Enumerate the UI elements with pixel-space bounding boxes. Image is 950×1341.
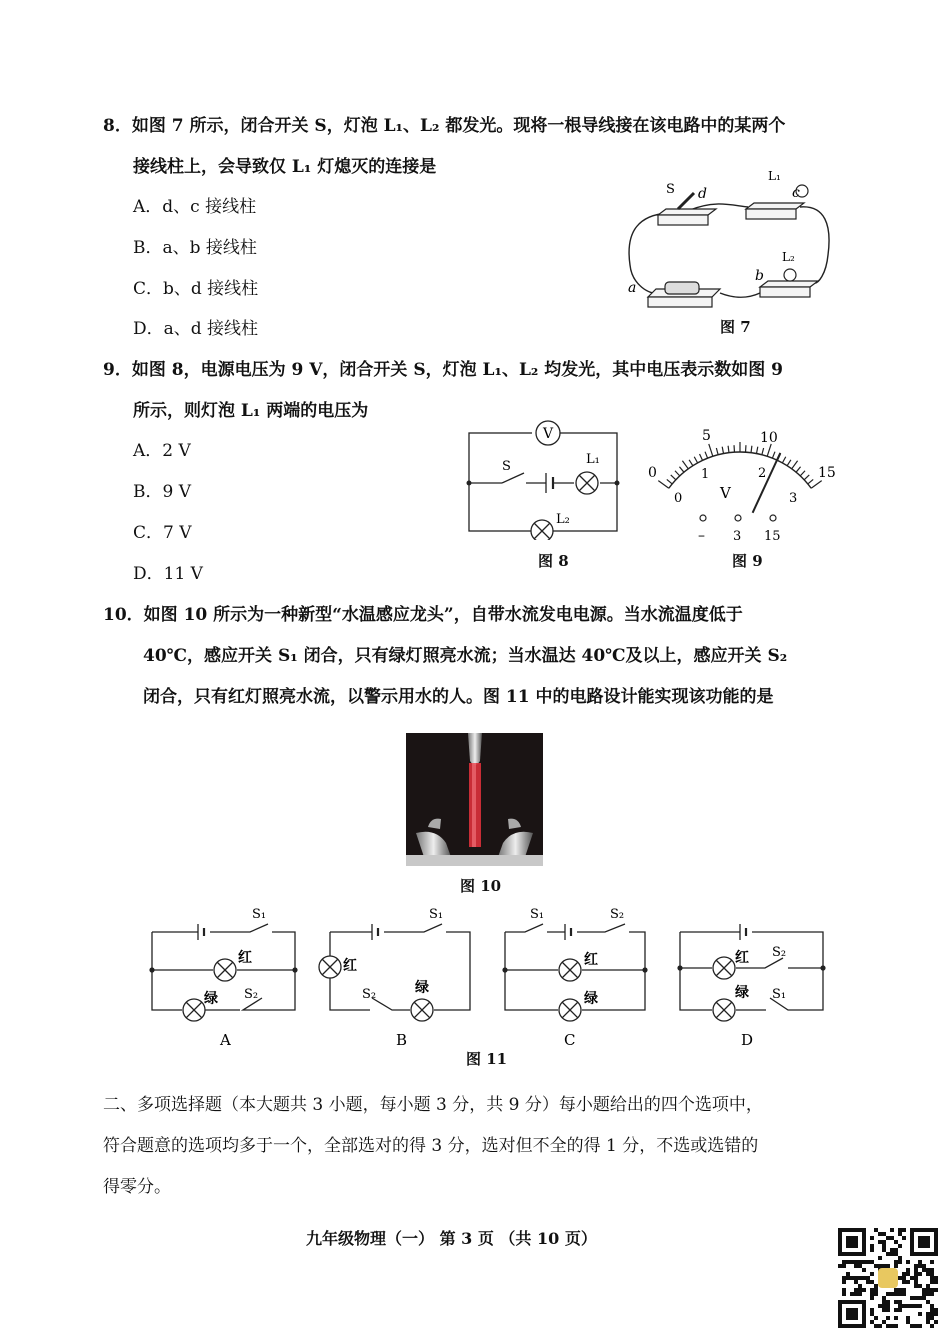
circuit-a-red: 红	[238, 950, 252, 966]
meter-tick	[762, 448, 764, 455]
q9-option-d: D．11 V	[133, 564, 203, 584]
fig7-label-s: S	[666, 182, 675, 197]
figure-11-caption: 图 11	[466, 1050, 508, 1068]
meter-tick	[675, 471, 680, 476]
circuit-c-letter: C	[564, 1031, 576, 1049]
meter-tick	[787, 460, 791, 466]
meter-tick	[796, 467, 800, 472]
figure-10-caption: 图 10	[460, 877, 502, 895]
figure-10-faucet-photo	[406, 733, 543, 866]
figure-9-caption: 图 9	[732, 552, 763, 570]
figure-8-circuit	[462, 415, 627, 540]
circuit-b-s1: S₁	[429, 907, 444, 922]
q9-option-b: B．9 V	[133, 482, 191, 502]
fig7-label-l2: L₂	[782, 250, 795, 264]
q10-stem-line1: 10．如图 10 所示为一种新型“水温感应龙头”，自带水流发电电源。当水流温度低于	[103, 605, 743, 625]
bulb-icon	[784, 269, 796, 281]
meter-terminal-neg: –	[698, 528, 705, 544]
meter-tick	[667, 479, 672, 483]
figure-7-caption: 图 7	[720, 318, 751, 336]
qr-code-icon	[838, 1228, 938, 1328]
circuit-d-s1: S₁	[772, 987, 787, 1002]
fig7-label-b: b	[755, 268, 764, 284]
circuit-a-s2: S₂	[244, 987, 259, 1002]
fig7-label-d: d	[698, 186, 707, 202]
circuit-c-green: 绿	[584, 991, 598, 1007]
circuit-c-s2: S₂	[610, 907, 625, 922]
figure-11-circuits	[140, 900, 840, 1050]
q8-stem-line1: 8．如图 7 所示，闭合开关 S，灯泡 L₁、L₂ 都发光。现将一根导线接在该电路中的某两个	[103, 116, 786, 136]
figure-9-voltmeter	[640, 420, 840, 545]
meter-terminal-3: 3	[733, 529, 742, 544]
meter-tick	[722, 447, 723, 454]
meter-needle	[753, 453, 781, 513]
meter-tick	[804, 475, 809, 480]
meter-tick	[792, 461, 798, 469]
meter-unit: V	[720, 484, 731, 502]
fig8-label-v: V	[543, 426, 554, 442]
circuit-a-green: 绿	[204, 991, 218, 1007]
q8-option-d: D．a、d 接线柱	[133, 319, 259, 339]
meter-tick	[705, 452, 708, 459]
q9-option-c: C．7 V	[133, 523, 192, 543]
meter-top-10: 10	[760, 430, 778, 446]
meter-bottom-1: 1	[701, 467, 710, 482]
circuit-d-letter: D	[741, 1031, 754, 1049]
circuit-d-red: 红	[735, 950, 749, 966]
q8-option-c: C．b、d 接线柱	[133, 279, 259, 299]
meter-tick	[751, 446, 752, 453]
meter-bottom-0: 0	[674, 491, 683, 506]
circuit-b-letter: B	[396, 1031, 408, 1049]
circuit-a-s1: S₁	[252, 907, 267, 922]
fig8-label-l1: L₁	[586, 452, 600, 467]
fig8-label-l2: L₂	[556, 512, 570, 527]
meter-terminal-15: 15	[764, 529, 781, 544]
section2-line2: 符合题意的选项均多于一个，全部选对的得 3 分，选对但不全的得 1 分，不选或选错的	[103, 1136, 759, 1156]
meter-tick	[658, 481, 669, 489]
meter-tick	[728, 446, 729, 453]
meter-tick	[716, 448, 718, 455]
meter-tick	[811, 481, 822, 489]
circuit-c-red: 红	[584, 952, 598, 968]
figure-8-caption: 图 8	[538, 552, 569, 570]
q10-stem-line2: 40℃，感应开关 S₁ 闭合，只有绿灯照亮水流；当水温达 40℃及以上，感应开关 S₂	[143, 646, 788, 666]
q8-option-a: A．d、c 接线柱	[133, 197, 257, 217]
circuit-b-green: 绿	[415, 980, 429, 996]
meter-tick	[772, 452, 775, 459]
meter-tick	[756, 447, 757, 454]
section2-line3: 得零分。	[103, 1177, 171, 1197]
meter-tick	[808, 479, 813, 483]
meter-tick	[782, 457, 785, 463]
page-footer: 九年级物理（一） 第 3 页 （共 10 页）	[306, 1229, 597, 1248]
q9-stem-line2: 所示，则灯泡 L₁ 两端的电压为	[133, 401, 369, 421]
meter-top-5: 5	[702, 428, 711, 444]
meter-tick	[709, 444, 713, 456]
meter-tick	[694, 457, 697, 463]
fig7-label-l1: L₁	[768, 169, 781, 183]
circuit-d-green: 绿	[735, 985, 749, 1001]
q9-stem-line1: 9．如图 8，电源电压为 9 V，闭合开关 S，灯泡 L₁、L₂ 均发光，其中电压表示数如图 9	[103, 360, 784, 380]
section2-line1: 二、多项选择题（本大题共 3 小题，每小题 3 分，共 9 分）每小题给出的四个选项中，	[103, 1095, 763, 1115]
fig8-label-s: S	[502, 459, 511, 474]
q9-option-a: A．2 V	[133, 441, 191, 461]
meter-tick	[679, 467, 683, 472]
circuit-b-s2: S₂	[362, 987, 377, 1002]
meter-tick	[689, 460, 693, 466]
fig7-label-a: a	[628, 280, 637, 296]
fig7-label-c: c	[792, 185, 800, 201]
q8-stem-line2: 接线柱上，会导致仅 L₁ 灯熄灭的连接是	[133, 157, 437, 177]
meter-tick	[682, 461, 688, 469]
meter-tick	[800, 471, 805, 476]
circuit-a-letter: A	[220, 1031, 231, 1049]
meter-tick	[671, 475, 676, 480]
meter-top-15: 15	[818, 465, 836, 481]
meter-bottom-2: 2	[758, 466, 767, 481]
circuit-c-s1: S₁	[530, 907, 545, 922]
meter-top-0: 0	[648, 465, 657, 481]
meter-bottom-3: 3	[789, 491, 798, 506]
circuit-b-red: 红	[343, 958, 357, 974]
figure-7-circuit	[620, 165, 835, 315]
meter-tick	[700, 454, 703, 460]
q8-option-b: B．a、b 接线柱	[133, 238, 257, 258]
circuit-d-s2: S₂	[772, 945, 787, 960]
q10-stem-line3: 闭合，只有红灯照亮水流，以警示用水的人。图 11 中的电路设计能实现该功能的是	[143, 687, 774, 707]
